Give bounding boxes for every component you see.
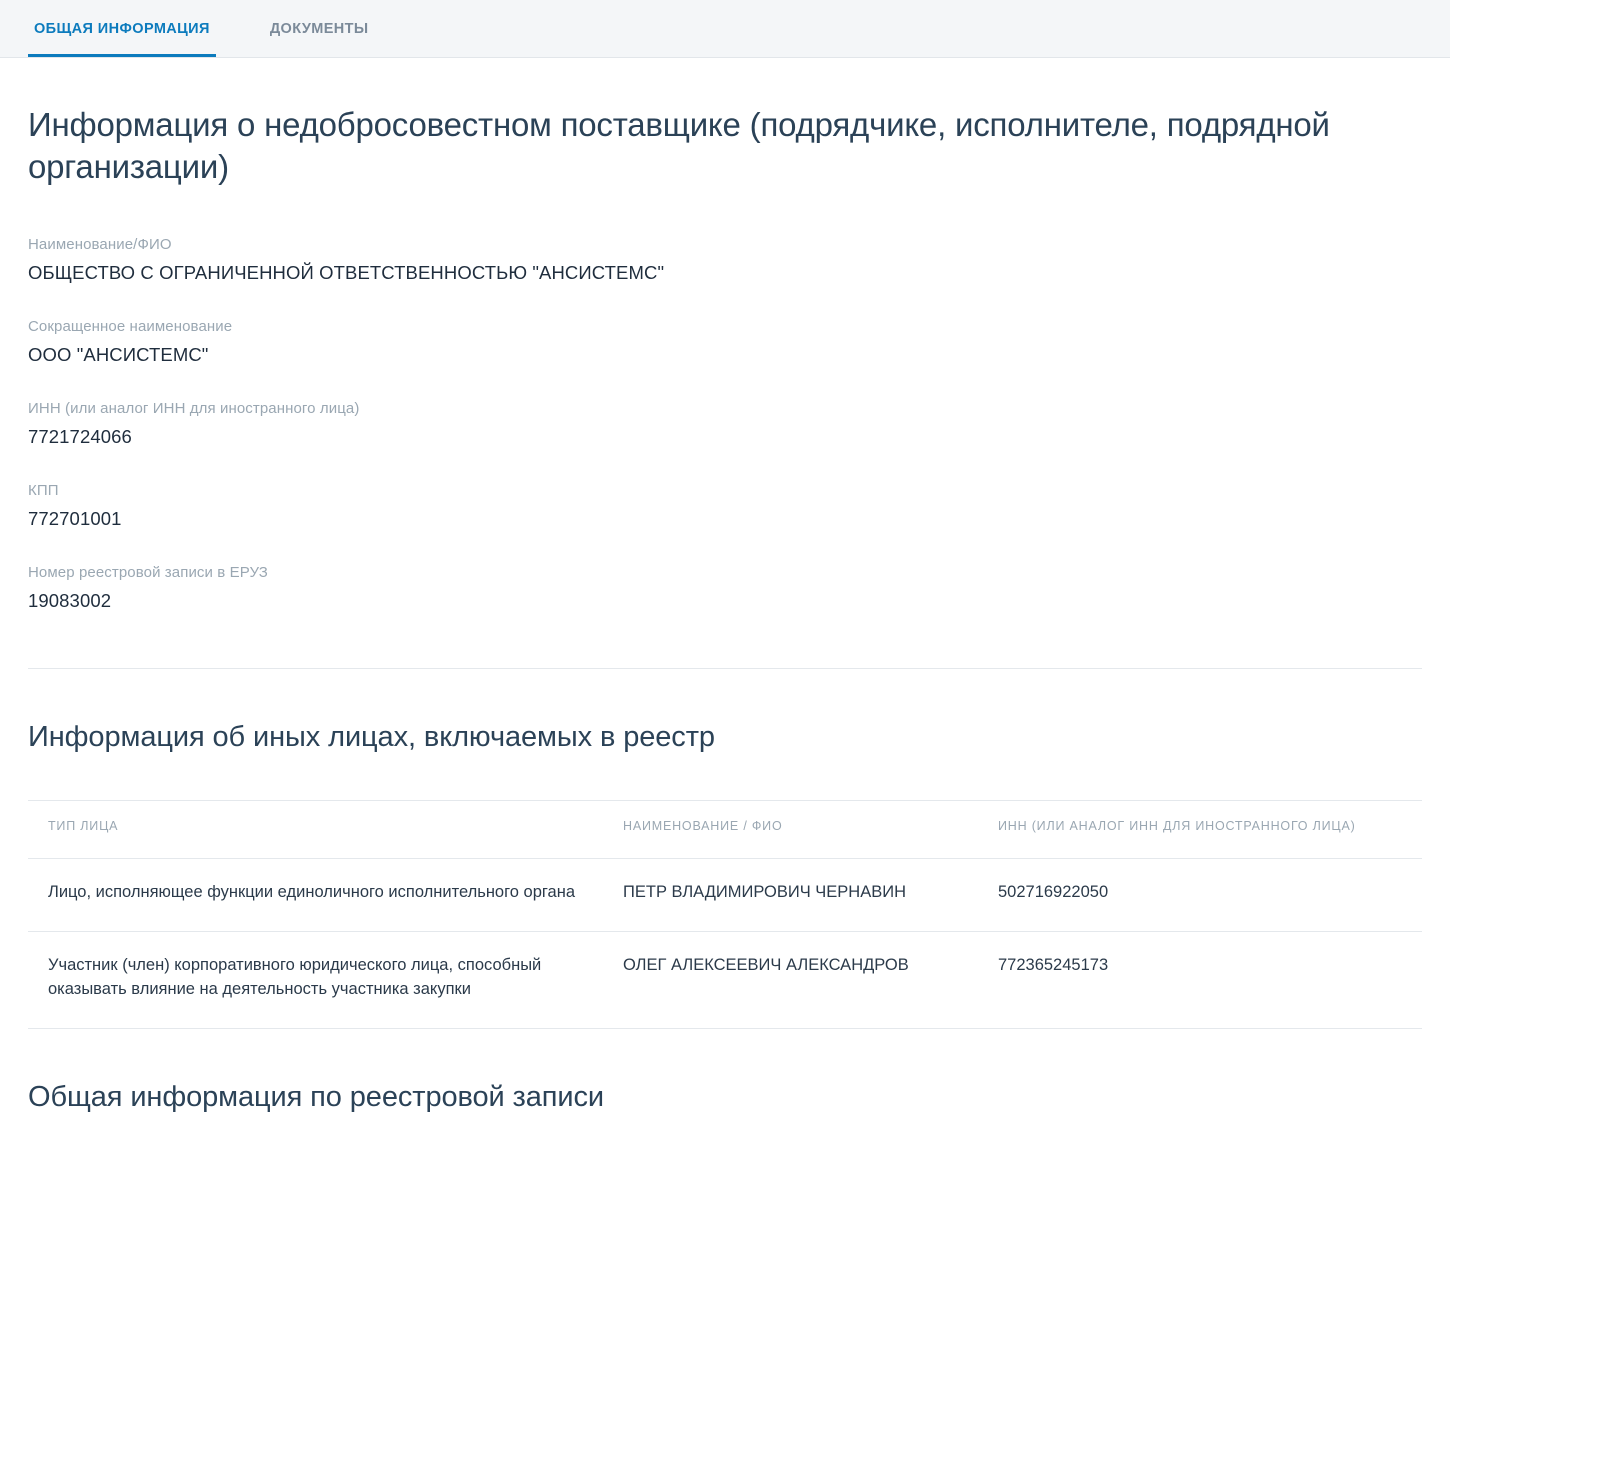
table-header-row [28,801,1422,859]
cell-person-name: ОЛЕГ АЛЕКСЕЕВИЧ АЛЕКСАНДРОВ [603,932,978,1029]
field-short-name-label: Сокращенное наименование [28,318,233,336]
other-persons-table [28,800,1422,1029]
field-name-value: ОБЩЕСТВО С ОГРАНИЧЕННОЙ ОТВЕТСТВЕННОСТЬЮ "АНСИСТЕМС" [28,262,665,284]
cell-person-inn: 772365245173 [978,932,1422,1029]
column-header-name: НАИМЕНОВАНИЕ / ФИО [603,801,978,859]
field-kpp [28,482,1422,530]
field-name-label: Наименование/ФИО [28,236,172,254]
field-name [28,236,1422,284]
field-kpp-value: 772701001 [28,508,122,530]
other-persons-section [28,721,1422,1029]
tabbar-right-filler [1450,0,1600,58]
field-inn-value: 7721724066 [28,426,132,448]
registry-info-title: Общая информация по реестровой записи [28,1080,604,1113]
field-short-name [28,318,1422,366]
cell-person-type: Участник (член) корпоративного юридического лица, способный оказывать влияние на деятельность участника закупки [28,932,603,1029]
table-row [28,859,1422,932]
tab-documents[interactable] [264,0,375,57]
cell-person-name: ПЕТР ВЛАДИМИРОВИЧ ЧЕРНАВИН [603,859,978,932]
cell-person-type: Лицо, исполняющее функции единоличного исполнительного органа [28,859,603,932]
field-eruz-number-label: Номер реестровой записи в ЕРУЗ [28,564,268,582]
column-header-inn: ИНН (ИЛИ АНАЛОГ ИНН ДЛЯ ИНОСТРАННОГО ЛИЦА) [978,801,1422,859]
field-eruz-number [28,564,1422,612]
tab-general-label: ОБЩАЯ ИНФОРМАЦИЯ [34,20,210,37]
other-persons-title: Информация об иных лицах, включаемых в реестр [28,721,715,754]
field-inn [28,400,1422,448]
tab-general[interactable] [28,0,216,57]
page-right-gutter [1450,58,1600,1467]
supplier-info-section [28,236,1422,612]
page-title: Информация о недобросовестном поставщике (подрядчике, исполнителе, подрядной организации) [28,106,1330,186]
cell-person-inn: 502716922050 [978,859,1422,932]
field-kpp-label: КПП [28,482,59,500]
main-content [0,104,1450,1115]
field-eruz-number-value: 19083002 [28,590,112,612]
tab-documents-label: ДОКУМЕНТЫ [269,20,369,37]
field-short-name-value: ООО "АНСИСТЕМС" [28,344,209,366]
registry-info-section [28,1081,1422,1115]
section-divider [28,668,1422,669]
column-header-type: ТИП ЛИЦА [28,801,603,859]
table-row [28,932,1422,1029]
field-inn-label: ИНН (или аналог ИНН для иностранного лица) [28,400,360,418]
tab-bar [0,0,1450,58]
